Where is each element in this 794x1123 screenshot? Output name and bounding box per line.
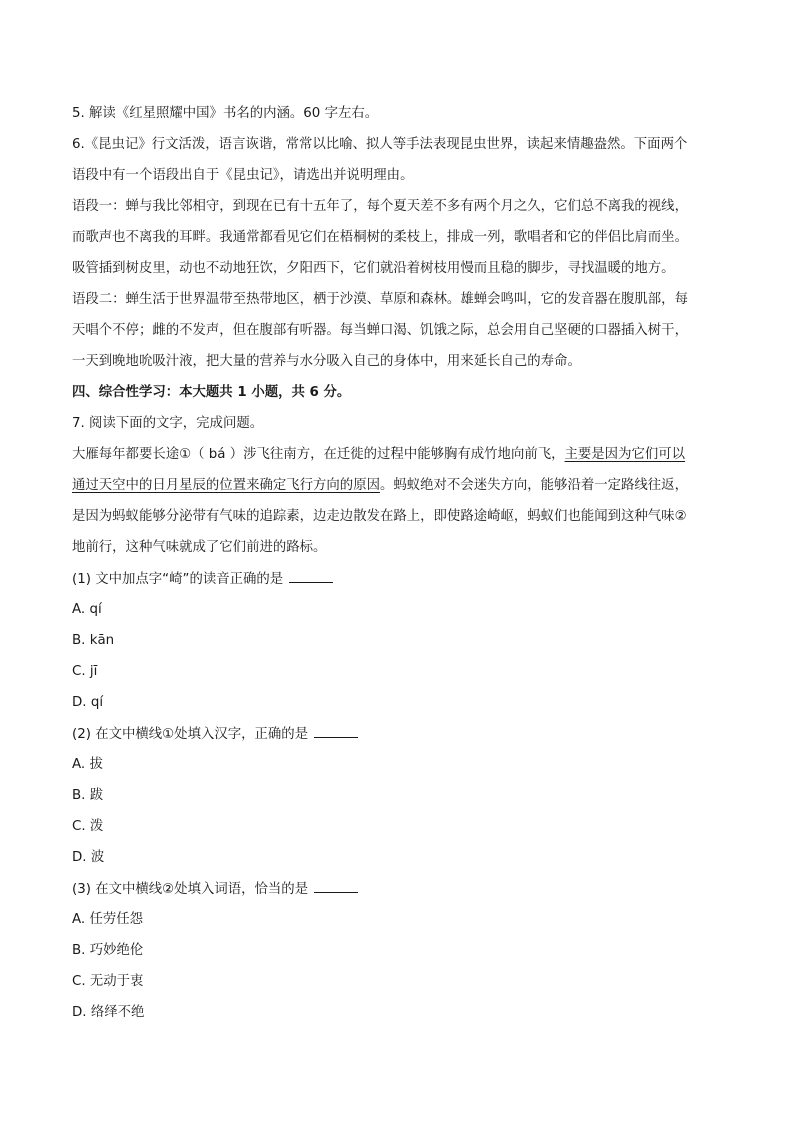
underlined-sentence-part-2: 通过天空中的日月星辰的位置来确定飞行方向的原因 bbox=[72, 478, 380, 493]
sub-question-3-text: (3) 在文中横线②处填入词语，恰当的是 bbox=[72, 882, 309, 897]
sub-1-option-b: B. kān bbox=[72, 633, 115, 648]
passage-line-2 bbox=[72, 477, 724, 495]
sub-1-option-d: D. qí bbox=[72, 695, 104, 710]
sub-3-option-a: A. 任劳任怨 bbox=[72, 912, 143, 927]
passage-line-3: 是因为蚂蚁能够分泌带有气味的追踪素，边走边散发在路上，即使路途崎岖，蚂蚁们也能闻到这种气味② bbox=[72, 509, 687, 524]
sub-3-option-c: C. 无动于衷 bbox=[72, 974, 144, 989]
sub-2-option-a: A. 拔 bbox=[72, 757, 103, 772]
passage-line-2-text: 。蚂蚁绝对不会迷失方向，能够沿着一定路线往返， bbox=[379, 478, 688, 493]
sub-2-option-d: D. 波 bbox=[72, 850, 105, 865]
sub-question-2-text: (2) 在文中横线①处填入汉字，正确的是 bbox=[72, 727, 309, 742]
passage-line-1-text: 大雁每年都要长途①（ bá ）涉飞往南方，在迁徙的过程中能够胸有成竹地向前飞， bbox=[72, 447, 565, 462]
sub-1-option-c: C. jī bbox=[72, 664, 98, 679]
segment-2-line-1: 语段二：蝉生活于世界温带至热带地区，栖于沙漠、草原和森林。雄蝉会鸣叫，它的发音器在腹肌部，每 bbox=[72, 292, 688, 307]
question-6-line-2: 语段中有一个语段出自于《昆虫记》，请选出并说明理由。 bbox=[72, 168, 414, 183]
question-7-intro: 7. 阅读下面的文字，完成问题。 bbox=[72, 416, 264, 431]
sub-question-1-text: (1) 文中加点字“崎”的读音正确的是 bbox=[72, 572, 284, 587]
section-4-heading: 四、综合性学习：本大题共 1 小题，共 6 分。 bbox=[72, 385, 351, 400]
answer-blank bbox=[314, 725, 358, 738]
segment-2-line-3: 一天到晚地吮吸汁液，把大量的营养与水分吸入自己的身体中，用来延长自己的寿命。 bbox=[72, 354, 581, 369]
question-6-line-1: 6.《昆虫记》行文活泼，语言诙谐，常常以比喻、拟人等手法表现昆虫世界，读起来情趣盎然。下面两个 bbox=[72, 137, 688, 152]
segment-1-line-3: 吸管插到树皮里，动也不动地狂饮，夕阳西下，它们就沿着树枝用慢而且稳的脚步，寻找温暖的地方。 bbox=[72, 261, 675, 276]
sub-question-1 bbox=[72, 570, 724, 589]
sub-question-3 bbox=[72, 880, 724, 899]
sub-2-option-b: B. 跋 bbox=[72, 788, 104, 803]
sub-3-option-d: D. 络绎不绝 bbox=[72, 1005, 145, 1020]
answer-blank bbox=[314, 880, 358, 893]
segment-1-line-1: 语段一：蝉与我比邻相守，到现在已有十五年了，每个夏天差不多有两个月之久，它们总不离我的视线， bbox=[72, 199, 688, 214]
sub-question-2 bbox=[72, 725, 724, 744]
passage-line-1 bbox=[72, 446, 724, 464]
segment-2-line-2: 天唱个不停；雌的不发声，但在腹部有听器。每当蝉口渴、饥饿之际，总会用自己坚硬的口器插入树干， bbox=[72, 323, 688, 338]
answer-blank bbox=[289, 570, 333, 583]
passage-line-4: 地前行，这种气味就成了它们前进的路标。 bbox=[72, 540, 327, 555]
segment-1-line-2: 而歌声也不离我的耳畔。我通常都看见它们在梧桐树的柔枝上，排成一列，歌唱者和它的伴侣比肩而坐。 bbox=[72, 230, 688, 245]
underlined-sentence-part-1: 主要是因为它们可以 bbox=[564, 447, 686, 462]
sub-2-option-c: C. 泼 bbox=[72, 819, 104, 834]
sub-1-option-a: A. qí bbox=[72, 602, 102, 617]
question-5: 5. 解读《红星照耀中国》书名的内涵。60 字左右。 bbox=[72, 106, 379, 121]
sub-3-option-b: B. 巧妙绝伦 bbox=[72, 943, 144, 958]
